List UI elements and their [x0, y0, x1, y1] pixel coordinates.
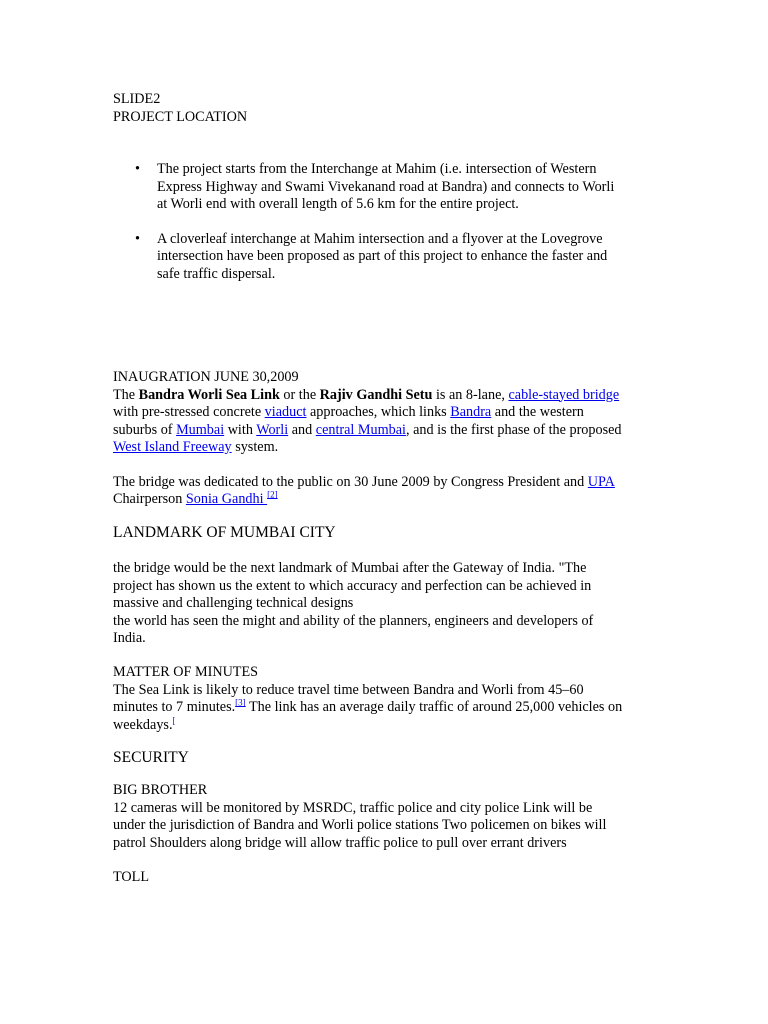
section-heading-inauguration: INAUGRATION JUNE 30,2009 — [113, 369, 299, 385]
bullet-line: safe traffic dispersal. — [157, 265, 276, 282]
inauguration-section — [113, 369, 658, 509]
dedication-paragraph — [113, 474, 658, 509]
bold-bandra-worli-sea-link: Bandra Worli Sea Link — [138, 386, 280, 403]
text-run: with pre-stressed concrete — [113, 404, 265, 420]
text-run: minutes to 7 minutes. — [113, 699, 236, 715]
reference-link-truncated[interactable]: [ — [172, 714, 176, 725]
paragraph-line: 12 cameras will be monitored by MSRDC, traffic police and city police Link will be — [113, 799, 593, 816]
link-upa[interactable]: UPA — [587, 473, 615, 490]
text-run: The link has an average daily traffic of around 25,000 vehicles on — [245, 699, 623, 715]
minutes-section — [113, 664, 658, 734]
slide-label: SLIDE2 — [113, 91, 161, 107]
section-heading-matter-of-minutes: MATTER OF MINUTES — [113, 664, 259, 680]
slide-header — [113, 91, 658, 126]
text-run: and the western — [491, 404, 584, 420]
text-run: Chairperson — [113, 491, 186, 507]
link-worli[interactable]: Worli — [256, 421, 289, 438]
text-run: weekdays. — [113, 716, 173, 733]
paragraph-line: the world has seen the might and ability of the planners, engineers and developers of — [113, 612, 594, 629]
bullet-line: Express Highway and Swami Vivekanand road at Bandra) and connects to Worli — [157, 178, 615, 195]
section-heading-toll: TOLL — [113, 869, 149, 885]
reference-link-3[interactable]: [3] — [235, 697, 246, 708]
bullet-line: The project starts from the Interchange at Mahim (i.e. intersection of Western — [157, 161, 597, 177]
text-run: The bridge was dedicated to the public on 30 June 2009 by Congress President and — [113, 473, 588, 490]
paragraph-line: the bridge would be the next landmark of Mumbai after the Gateway of India. "The — [113, 560, 587, 576]
paragraph-line: patrol Shoulders along bridge will allow traffic police to pull over errant drivers — [113, 834, 567, 851]
bullet-line: A cloverleaf interchange at Mahim intersection and a flyover at the Lovegrove — [157, 230, 603, 247]
link-mumbai[interactable]: Mumbai — [176, 421, 225, 438]
paragraph-line: project has shown us the extent to which accuracy and perfection can be achieved in — [113, 577, 592, 594]
link-sonia-gandhi[interactable]: Sonia Gandhi — [185, 491, 268, 507]
section-heading-project-location: PROJECT LOCATION — [113, 108, 248, 125]
text-run: or the — [279, 386, 320, 403]
link-central-mumbai[interactable]: central Mumbai — [315, 421, 406, 438]
paragraph-line: India. — [113, 630, 146, 646]
link-west-island-freeway[interactable]: West Island Freeway — [113, 439, 232, 455]
paragraph-line: under the jurisdiction of Bandra and Worli police stations Two policemen on bikes will — [113, 817, 607, 833]
bullet-line: at Worli end with overall length of 5.6 km for the entire project. — [157, 196, 519, 212]
landmark-paragraph — [113, 560, 658, 648]
text-run: is an 8-lane, — [432, 386, 509, 403]
paragraph-line: The Sea Link is likely to reduce travel time between Bandra and Worli from 45–60 — [113, 681, 584, 698]
text-run: suburbs of — [113, 421, 177, 438]
bullet-icon: • — [135, 230, 140, 247]
bullet-item — [113, 231, 658, 284]
subheading-big-brother: BIG BROTHER — [113, 782, 208, 798]
big-brother-section — [113, 782, 658, 852]
bold-rajiv-gandhi-setu: Rajiv Gandhi Setu — [319, 386, 433, 403]
reference-link-2[interactable]: [2] — [267, 489, 278, 500]
paragraph-line: massive and challenging technical designs — [113, 595, 354, 611]
bullet-line: intersection have been proposed as part of this project to enhance the faster and — [157, 248, 608, 264]
inauguration-paragraph — [113, 387, 658, 457]
bullet-item — [113, 161, 658, 214]
link-viaduct[interactable]: viaduct — [264, 404, 307, 420]
text-run: system. — [231, 439, 279, 455]
project-location-bullets — [113, 161, 658, 283]
text-run: , and is the first phase of the proposed — [405, 421, 622, 438]
bullet-icon: • — [135, 161, 140, 177]
section-heading-security: SECURITY — [113, 749, 189, 766]
text-run: with — [224, 421, 257, 438]
text-run: and — [288, 421, 316, 438]
section-heading-landmark: LANDMARK OF MUMBAI CITY — [113, 524, 336, 541]
link-bandra[interactable]: Bandra — [450, 404, 492, 420]
text-run: The — [113, 386, 139, 403]
link-cable-stayed-bridge[interactable]: cable-stayed bridge — [508, 386, 620, 403]
text-run: approaches, which links — [306, 404, 451, 420]
